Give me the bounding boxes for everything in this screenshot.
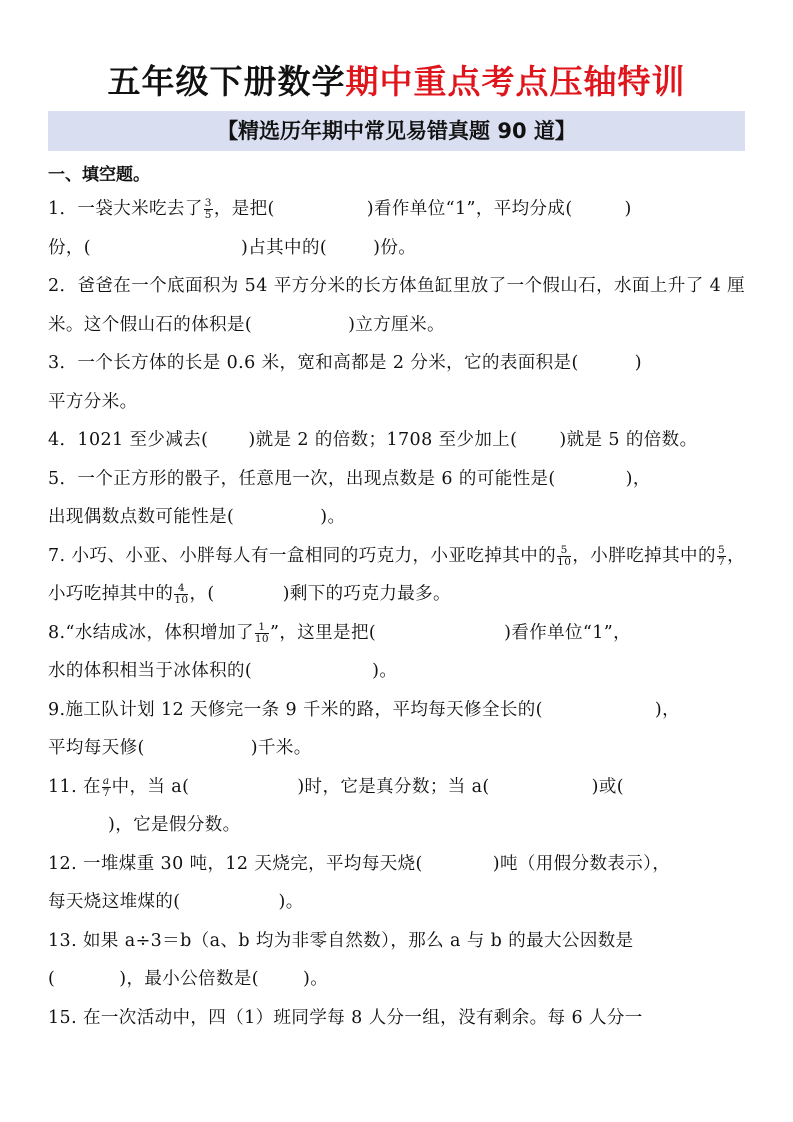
question-8: 8.“水结成冰，体积增加了 $\frac{1}{10}$ ”，这里是把( )看作单位“1”， 水的体积相当于冰体积的( )。: [48, 620, 632, 681]
question-13: 13. 如果 a÷3＝b（a、b 均为非零自然数），那么 a 与 b 的最大公因数是 ( )，最小公倍数是( )。: [48, 930, 634, 989]
document-title: 五年级下册数学期中重点考点压轴特训: [107, 62, 686, 101]
subtitle-banner: 【精选历年期中常见易错真题 90 道】: [48, 111, 745, 151]
fraction: $\frac{3}{5}$: [204, 197, 212, 221]
question-5: 5．一个正方形的骰子，任意甩一次，出现点数是 6 的可能性是( )， 出现偶数点数可能性是( )。: [48, 468, 651, 527]
question-list: [48, 190, 745, 1037]
question-1: 1．一袋大米吃去了 $\frac{3}{5}$ ，是把( )看作单位“1”，平均分成( ) 份，( )占其中的( )份。: [48, 197, 632, 258]
question-12: 12. 一堆煤重 30 吨，12 天烧完，平均每天烧( )吨（用假分数表示）， 每天烧这堆煤的( )。: [48, 853, 671, 912]
question-11: 11. 在 $\frac{a}{7}$ 中，当 a( )时，它是真分数；当 a( )或( )，它是假分数。: [48, 774, 625, 835]
question-4: 4．1021 至少减去( )就是 2 的倍数；1708 至少加上( )就是 5 的倍数。: [48, 430, 698, 450]
question-7: 7. 小巧、小亚、小胖每人有一盒相同的巧克力，小亚吃掉其中的 $\frac{5}{10}$ ，小胖吃掉其中的 $\frac{5}{7}$ ，小巧吃掉其中的 $\frac{4}{10}$ ，( )剩下的巧克力最多。: [48, 543, 745, 606]
section-heading: 一、填空题。: [48, 165, 150, 185]
question-2: 2．爸爸在一个底面积为 54 平方分米的长方体鱼缸里放了一个假山石，水面上升了 4 厘米。这个假山石的体积是( )立方厘米。: [48, 276, 745, 335]
fraction: $\frac{5}{10}$: [557, 543, 572, 568]
question-9: 9.施工队计划 12 天修完一条 9 千米的路，平均每天修全长的( )， 平均每天修( )千米。: [48, 699, 681, 758]
fraction: $\frac{a}{7}$: [102, 774, 110, 799]
fraction: $\frac{4}{10}$: [174, 582, 189, 606]
question-15: 15. 在一次活动中，四（1）班同学每 8 人分一组，没有剩余。每 6 人分一: [48, 1007, 643, 1028]
fraction: $\frac{1}{10}$: [254, 620, 270, 645]
fraction: $\frac{5}{7}$: [717, 543, 726, 568]
question-3: 3．一个长方体的长是 0.6 米，宽和高都是 2 分米，它的表面积是( ) 平方分米。: [48, 353, 642, 412]
